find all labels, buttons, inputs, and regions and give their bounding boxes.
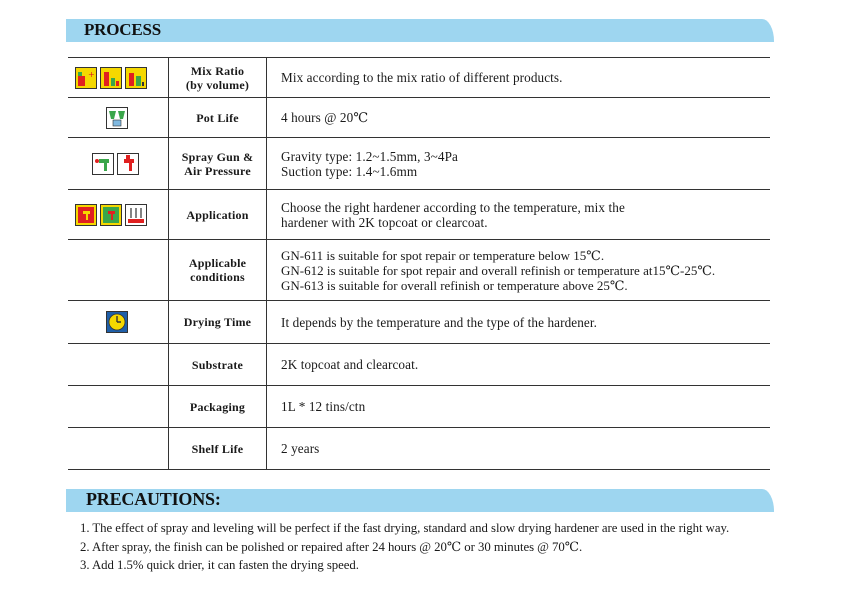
mix-ratio-icon [125,67,147,89]
flash-off-icon [125,204,147,226]
row-label [168,98,267,137]
label-shelf-life: Shelf Life [191,441,244,456]
row-description [267,386,770,427]
row-label [168,240,267,300]
description-line: Choose the right hardener according to the temperature, mix the [281,199,625,215]
precautions-banner [66,489,774,512]
row-icon-cell [68,98,168,137]
label-spray-gun: Spray Gun & Air Pressure [181,149,254,178]
row-icon-cell [68,240,168,300]
table-row [68,58,770,98]
row-description [267,240,770,300]
row-label [168,301,267,343]
label-applicable-conditions: Applicable conditions [188,256,247,284]
label-application: Application [186,207,249,222]
row-label [168,58,267,97]
row-description [267,301,770,343]
description-line: hardener with 2K topcoat or clearcoat. [281,214,488,230]
label-pot-life: Pot Life [196,110,239,125]
row-icon-cell [68,301,168,343]
label-mix-ratio: Mix Ratio (by volume) [185,63,250,92]
precaution-item: 1. The effect of spray and leveling will be perfect if the fast drying, standard and slow drying hardener are used in the right way. [80,521,730,535]
description-line: Suction type: 1.4~1.6mm [281,163,418,179]
row-description [267,344,770,385]
row-icon-cell [68,190,168,239]
precautions-title: PRECAUTIONS: [86,489,221,509]
row-label [168,190,267,239]
mix-ratio-icon [75,67,97,89]
description-line: Gravity type: 1.2~1.5mm, 3~4Pa [281,148,458,164]
precaution-item: 2. After spray, the finish can be polished or repaired after 24 hours @ 20℃ or 30 minutes @ 70℃. [80,539,583,554]
description-line: 2 years [281,441,320,456]
process-banner [66,19,774,42]
spray-application-icon [75,204,97,226]
description-line: GN-612 is suitable for spot repair and overall refinish or temperature at15℃-25℃. [281,262,716,278]
label-substrate: Substrate [191,357,244,372]
description-line: 4 hours @ 20℃ [281,110,369,125]
row-icon-cell [68,138,168,189]
row-icon-cell [68,428,168,469]
table-row [68,428,770,470]
row-description [267,428,770,469]
row-description [267,138,770,189]
pot-life-icon [106,107,128,129]
spray-gun-icon [117,153,139,175]
row-description [267,98,770,137]
description-line: 1L * 12 tins/ctn [281,399,366,414]
table-row [68,386,770,428]
table-row [68,138,770,190]
spray-gun-icon [92,153,114,175]
process-table [68,57,770,470]
row-icon-cell [68,386,168,427]
table-row [68,190,770,240]
mix-ratio-icon [100,67,122,89]
precautions-list [80,519,800,575]
description-line: It depends by the temperature and the type of the hardener. [281,314,598,330]
table-row [68,98,770,138]
row-description [267,58,770,97]
row-icon-cell [68,58,168,97]
process-title: PROCESS [84,20,162,39]
table-row [68,240,770,301]
row-label [168,344,267,385]
description-line: 2K topcoat and clearcoat. [281,357,419,372]
table-row [68,301,770,344]
table-row [68,344,770,386]
clock-icon [106,311,128,333]
row-label [168,138,267,189]
label-packaging: Packaging [189,399,246,414]
description-line: GN-613 is suitable for overall refinish or temperature above 25℃. [281,277,628,293]
row-label [168,386,267,427]
row-description [267,190,770,239]
row-icon-cell [68,344,168,385]
description-line: GN-611 is suitable for spot repair or temperature below 15℃. [281,247,605,263]
description-line: Mix according to the mix ratio of different products. [281,70,563,85]
label-drying-time: Drying Time [183,315,252,329]
spray-application-icon [100,204,122,226]
row-label [168,428,267,469]
svg-text:+: + [88,69,95,79]
precaution-item: 3. Add 1.5% quick drier, it can fasten the drying speed. [80,558,359,572]
